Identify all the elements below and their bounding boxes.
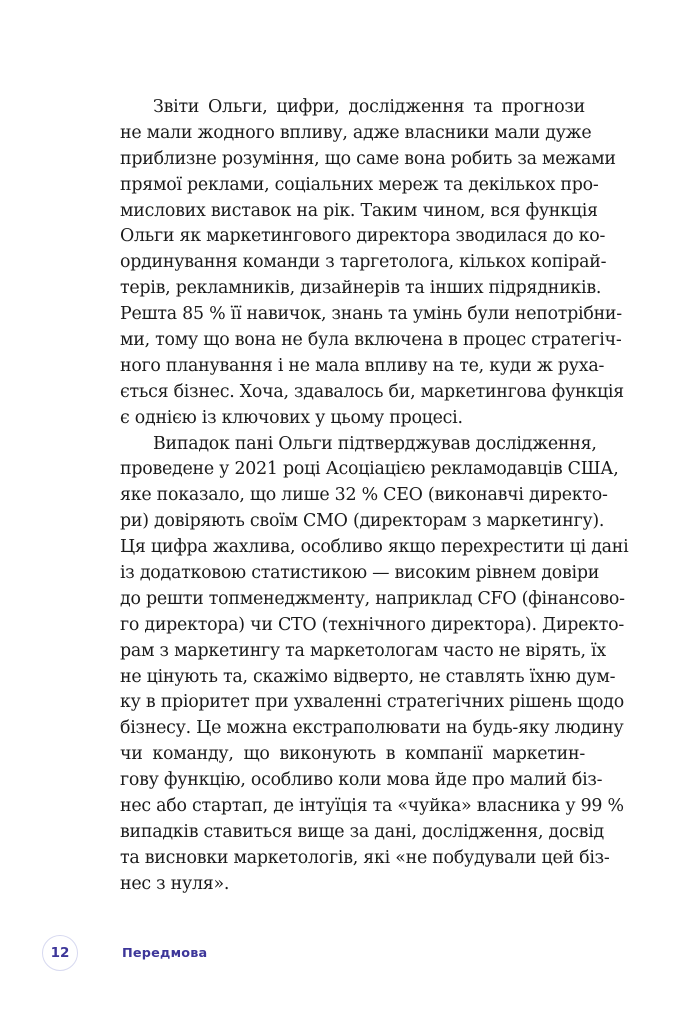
text-line: го директора) чи CTO (технічного директора). Директо- (120, 614, 625, 635)
text-line: є однією із ключових у цьому процесі. (120, 407, 463, 428)
paragraph-1 (120, 95, 624, 432)
text-line: чи команду, що виконують в компанії маркетин- (120, 744, 585, 765)
text-line: мислових виставок на рік. Таким чином, вся функція (120, 200, 598, 221)
text-line: терів, рекламників, дизайнерів та інших підрядників. (120, 278, 602, 299)
paragraph-2 (120, 432, 629, 898)
page-number: 12 (42, 935, 78, 971)
text-line: Випадок пані Ольги підтверджував дослідження, (153, 433, 597, 454)
text-line: нес з нуля». (120, 873, 230, 894)
text-line: Звіти Ольги, цифри, дослідження та прогнози (153, 97, 585, 117)
text-line: не цінують та, скажімо відверто, не ставлять їхню дум- (120, 666, 616, 687)
text-line: приблизне розуміння, що саме вона робить за межами (120, 148, 616, 169)
text-line: яке показало, що лише 32 % CEO (виконавчі директо- (120, 485, 608, 506)
text-line: прямої реклами, соціальних мереж та декількох про- (120, 174, 599, 195)
text-line: до решти топменеджменту, наприклад CFO (фінансово- (120, 588, 625, 609)
text-line: не мали жодного впливу, адже власники мали дуже (120, 122, 592, 143)
text-line: із додатковою статистикою — високим рівнем довіри (120, 563, 600, 584)
text-line: ного планування і не мала впливу на те, куди ж руха- (120, 355, 605, 376)
text-line: ми, тому що вона не була включена в процес стратегіч- (120, 330, 622, 351)
body-text (120, 95, 629, 898)
text-line: випадків ставиться вище за дані, дослідження, досвід (120, 821, 604, 842)
running-section-title: Передмова (122, 945, 208, 961)
text-line: Ця цифра жахлива, особливо якщо перехрестити ці дані (120, 537, 629, 558)
text-line: рам з маркетингу та маркетологам часто не вірять, їх (120, 640, 606, 661)
text-line: та висновки маркетологів, які «не побудували цей біз- (120, 847, 610, 868)
text-line: нес або стартап, де інтуїція та «чуйка» власника у 99 % (120, 796, 624, 817)
text-line: ється бізнес. Хоча, здавалось би, маркетингова функція (120, 381, 624, 402)
text-line: Решта 85 % її навичок, знань та умінь були непотрібни- (120, 304, 622, 325)
text-line: бізнесу. Це можна екстраполювати на будь-яку людину (120, 718, 624, 739)
text-line: ординування команди з таргетолога, кількох копірай- (120, 252, 607, 273)
text-line: проведене у 2021 році Асоціацією рекламодавців США, (120, 459, 619, 480)
text-line: Ольги як маркетингового директора зводилася до ко- (120, 226, 606, 247)
text-line: гову функцію, особливо коли мова йде про малий біз- (120, 770, 603, 791)
text-line: ку в пріоритет при ухваленні стратегічних рішень щодо (120, 692, 624, 713)
text-line: ри) довіряють своїм CMO (директорам з маркетингу). (120, 511, 605, 532)
page-footer (42, 934, 207, 972)
